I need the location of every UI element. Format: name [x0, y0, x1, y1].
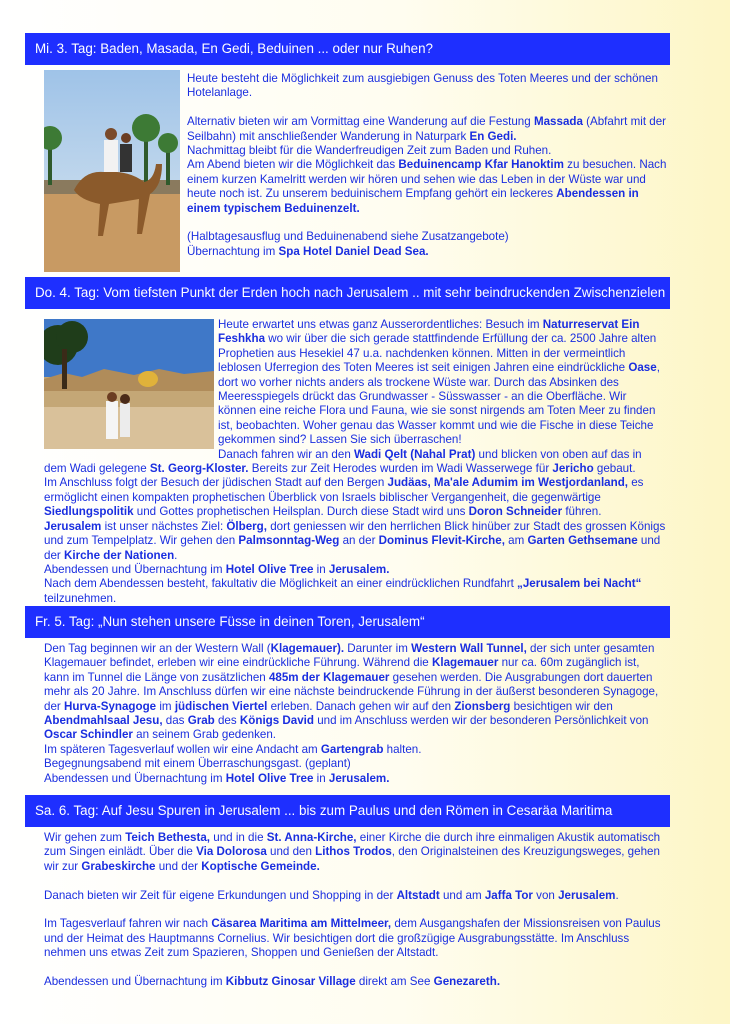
place-name: Grab	[187, 714, 215, 728]
text-run: nur ca. 60m zugänglich ist, kann im Tunnel die Länge von zusätzlichen	[44, 656, 640, 684]
text-run: es ermöglicht einen kompakten prophetischen Überblick von Israels biblischer Vergangenheit, die gegenwärtige	[44, 476, 644, 504]
place-name: Palmsonntag-Weg	[238, 534, 340, 548]
place-name: Lithos Trodos	[315, 845, 392, 859]
place-name: 485m der Klagemauer	[268, 670, 390, 684]
place-name: Gartengrab	[320, 742, 384, 756]
day-5-paragraph	[44, 642, 666, 743]
text-run: an der	[339, 534, 379, 548]
text-run: Im späteren Tagesverlauf wollen wir eine Andacht am	[44, 742, 321, 756]
text-run: Abendessen und Übernachtung im	[44, 975, 226, 989]
place-name: Western Wall Tunnel,	[411, 642, 527, 655]
place-name: Abendessen in einem typischem Beduinenzelt.	[187, 187, 639, 215]
day-5-paragraph	[44, 772, 666, 786]
place-name: St. Anna-Kirche,	[266, 831, 357, 844]
text-run: Den Tag beginnen wir an der Western Wall (	[44, 642, 271, 655]
day-4-paragraph	[44, 318, 666, 448]
text-run: teilzunehmen.	[44, 591, 117, 605]
text-run: und den	[266, 845, 316, 859]
place-name: Königs David	[239, 714, 314, 728]
place-name: Teich Bethesta,	[125, 831, 211, 844]
text-run: Heute erwartet uns etwas ganz Ausserordentliches: Besuch im	[218, 318, 543, 331]
hotel-name: Kibbutz Ginosar Village	[225, 975, 356, 989]
text-run: an seinem Grab gedenken.	[132, 728, 277, 742]
day-4-paragraph	[44, 520, 666, 563]
text-run: , den Originalsteinen des Kreuzigungsweges, gehen wir zur	[44, 845, 660, 873]
day-3-heading: Mi. 3. Tag: Baden, Masada, En Gedi, Beduinen ... oder nur Ruhen?	[25, 33, 670, 65]
text-run: Begegnungsabend mit einem Überraschungsgast. (geplant)	[44, 757, 351, 771]
day-5-heading: Fr. 5. Tag: „Nun stehen unsere Füsse in deinen Toren, Jerusalem“	[25, 606, 670, 638]
text-run: Danach fahren wir an den	[218, 447, 354, 461]
text-run: besichtigen wir den	[510, 699, 613, 713]
place-name: Jericho	[552, 462, 594, 476]
place-name: Koptische Gemeinde.	[201, 859, 320, 873]
text-run: Alternativ bieten wir am Vormittag eine Wanderung auf die Festung	[187, 115, 534, 129]
text-run: und in die	[210, 831, 267, 844]
place-name: Garten Gethsemane	[527, 534, 638, 548]
text-run: (Abfahrt mit der Seilbahn) mit anschließender Wanderung in Naturpark	[187, 115, 667, 143]
text-run: wo wir über die sich gerade stattfindende Erfüllung der ca. 2500 Jahre alten Prophetien aus Hesekiel 47 u.a. nachdenken können. Mitten in der vermeintlich leblosen Uferregion des Toten Meeres ist seit einigen Jahren eine eindrückliche	[218, 332, 657, 375]
text-run: erleben. Danach gehen wir auf den	[267, 699, 455, 713]
place-name: Jerusalem.	[328, 771, 390, 785]
place-name: Beduinencamp Kfar Hanoktim	[398, 158, 564, 172]
text-run: Im Tagesverlauf fahren wir nach	[44, 917, 212, 931]
day-4-text	[44, 318, 666, 606]
hotel-name: Spa Hotel Daniel Dead Sea.	[278, 244, 429, 258]
place-name: Cäsarea Maritima am Mittelmeer,	[211, 917, 392, 931]
day-6-text	[44, 831, 666, 989]
place-name: Jerusalem.	[328, 562, 390, 576]
text-run: und der	[44, 534, 661, 562]
place-name: Zionsberg	[454, 699, 511, 713]
day-6-paragraph	[44, 831, 666, 874]
text-run: gesehen werden. Die Ausgrabungen dort dauerten mehr als 20 Jahre. Im Anschluss dürfen wir eine nächste beindruckende Führung in der äußerst besonderen Synagoge, der	[44, 670, 659, 713]
place-name: Dominus Flevit-Kirche,	[378, 534, 505, 548]
text-run: Darunter im	[344, 642, 412, 655]
text-run: und im Anschluss werden wir der besonderen Persönlichkeit von	[314, 714, 649, 728]
day-5-text	[44, 642, 666, 786]
place-name: jüdischen Viertel	[174, 699, 268, 713]
place-name: Judäas, Ma'ale Adumim im Westjordanland,	[387, 476, 629, 490]
day-6-paragraph	[44, 917, 666, 960]
text-run: direkt am See	[355, 975, 434, 989]
person-name: Oscar Schindler	[44, 728, 133, 742]
text-run: (Halbtagesausflug und Beduinenabend siehe Zusatzangebote)	[187, 230, 509, 244]
day-3-text	[187, 72, 667, 259]
place-name: Klagemauer	[431, 656, 499, 670]
text-run: am	[504, 534, 528, 548]
place-name: Klagemauer).	[270, 642, 345, 655]
text-run: Nachmittag bleibt für die Wanderfreudigen Zeit zum Baden und Ruhen.	[187, 144, 552, 158]
text-run: ist unser nächstes Ziel:	[101, 519, 227, 533]
place-name: Abendmahlsaal Jesu,	[44, 714, 163, 728]
hotel-name: Hotel Olive Tree	[225, 771, 314, 785]
day-4-heading: Do. 4. Tag: Vom tiefsten Punkt der Erden hoch nach Jerusalem .. mit sehr beindruckenden Zwischenzielen	[25, 277, 670, 309]
hotel-name: Hotel Olive Tree	[225, 562, 314, 576]
text-run: Bereits zur Zeit Herodes wurden im Wadi Wasserwege für	[248, 462, 553, 476]
text-run: halten.	[383, 742, 422, 756]
place-name: Wadi Qelt (Nahal Prat)	[354, 447, 476, 461]
day-3-paragraph	[187, 230, 667, 244]
day-6-paragraph	[44, 975, 666, 989]
text-run: zu besuchen. Nach einem kurzen Kamelritt werden wir hören und sehen wie das Leben in der Wüste war und heute noch ist. Zu unserem beduinischem Empfang gehört ein leckeres	[187, 158, 667, 201]
text-run: Abendessen und Übernachtung im	[44, 771, 226, 785]
text-run: Im Anschluss folgt der Besuch der jüdischen Stadt auf den Bergen	[44, 476, 388, 490]
tour-name: „Jerusalem bei Nacht“	[517, 577, 642, 591]
place-name: Massada	[533, 115, 583, 129]
text-run: das	[162, 714, 188, 728]
day-5-paragraph	[44, 743, 666, 757]
text-run: und der	[155, 859, 202, 873]
topic-name: Siedlungspolitik	[44, 505, 134, 519]
text-run: Übernachtung im	[187, 244, 279, 258]
text-run: , dort wo vorher nichts anders als trockene Wüste war. Durch das Absinken des Meeresspiegels drückt das Grundwasser - Süsswasser - an die Oberfläche. Wir können eine reiche Flora und Fauna, wie sie sonst nirgends am Toten Meer zu finden ist, beobachten. Woher genau das Wasser kommt und wie die Fische in diese Teiche gekommen sind? Lassen Sie sich überraschen!	[218, 361, 660, 447]
text-run: in	[313, 771, 329, 785]
place-name: Hurva-Synagoge	[63, 699, 157, 713]
day-6-heading: Sa. 6. Tag: Auf Jesu Spuren in Jerusalem ... bis zum Paulus und den Römen in Cesaräa Maritima	[25, 795, 670, 827]
text-run: Abendessen und Übernachtung im	[44, 562, 226, 576]
text-run: .	[174, 548, 178, 562]
text-run: im	[156, 699, 175, 713]
place-name: Naturreservat Ein Feshkha	[218, 318, 640, 346]
text-run: des	[214, 714, 240, 728]
text-run: von	[532, 888, 559, 902]
day-3-paragraph	[187, 144, 667, 158]
text-run: dem Ausgangshafen der Missionsreisen von Paulus und der Heimat des Hauptmanns Cornelius. Wir besichtigen dort die großzügige Ausgrabungsstätte. Im Anschluss nehmen uns etwas Zeit zum Spazieren, Shoppen und Genießen der Altstadt.	[44, 917, 661, 960]
day-3-paragraph	[187, 115, 667, 144]
day-4-paragraph	[44, 448, 666, 477]
place-name: En Gedi.	[469, 129, 517, 143]
camel-ride-photo	[44, 70, 180, 272]
place-name: Altstadt	[396, 888, 440, 902]
person-name: Doron Schneider	[468, 505, 563, 519]
place-name: Via Dolorosa	[196, 845, 267, 859]
day-3-paragraph	[187, 245, 667, 259]
text-run: Heute besteht die Möglichkeit zum ausgiebigen Genuss des Toten Meeres und der schönen Hotelanlage.	[187, 72, 658, 100]
text-run: führen.	[562, 505, 602, 519]
text-run: dort geniessen wir den herrlichen Blick hinüber zur Stadt des grossen Königs und zum Tempelplatz. Wir gehen den	[44, 519, 666, 548]
day-4-paragraph	[44, 476, 666, 519]
text-run: einer Kirche die durch ihre einmaligen Akustik automatisch zum Singen einlädt. Über die	[44, 831, 661, 859]
text-run: der sich unter gesamten Klagemauer befindet, erleben wir eine eindrückliche Führung. Während die	[44, 642, 655, 670]
place-name: Kirche der Nationen	[63, 548, 175, 562]
text-run: und blicken von oben auf das in dem Wadi gelegene	[44, 447, 642, 476]
day-4-paragraph	[44, 577, 666, 606]
text-run: in	[313, 562, 329, 576]
place-name: Ölberg,	[226, 519, 267, 533]
day-3-paragraph	[187, 72, 667, 101]
place-name: Grabeskirche	[81, 859, 156, 873]
day-6-paragraph	[44, 889, 666, 903]
place-name: Oase	[628, 361, 657, 375]
text-run: und Gottes prophetischen Heilsplan. Durch diese Stadt wird uns	[133, 505, 469, 519]
place-name: Jaffa Tor	[484, 888, 533, 902]
text-run: Nach dem Abendessen besteht, fakultativ die Möglichkeit an einer eindrücklichen Rundfahrt	[44, 577, 518, 591]
text-run: Danach bieten wir Zeit für eigene Erkundungen und Shopping in der	[44, 888, 397, 902]
place-name: St. Georg-Kloster.	[149, 462, 249, 476]
day-3-paragraph	[187, 158, 667, 216]
place-name: Jerusalem	[558, 888, 616, 902]
place-name: Jerusalem	[44, 519, 102, 533]
text-run: gebaut.	[593, 462, 636, 476]
day-5-paragraph	[44, 757, 666, 771]
text-run: .	[615, 888, 619, 902]
place-name: Genezareth.	[433, 975, 501, 989]
text-run: Am Abend bieten wir die Möglichkeit das	[187, 158, 399, 172]
text-run: und am	[439, 888, 485, 902]
day-4-paragraph	[44, 563, 666, 577]
text-run: Wir gehen zum	[44, 831, 126, 844]
